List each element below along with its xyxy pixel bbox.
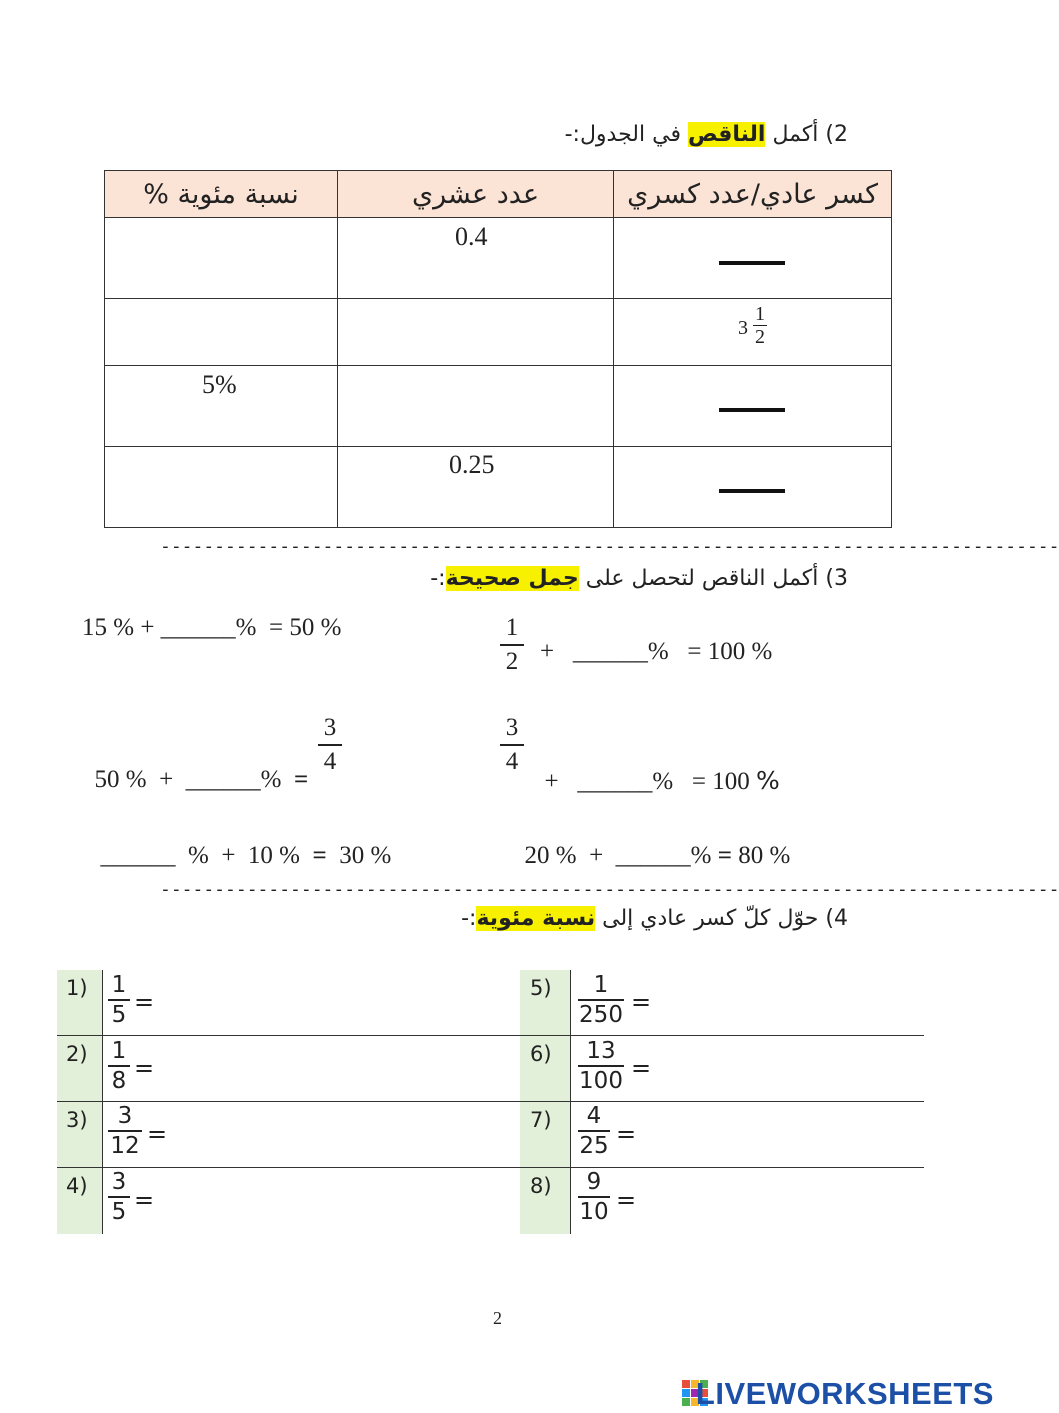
percent-cell[interactable] [105, 298, 338, 365]
decimal-cell[interactable] [338, 366, 614, 446]
table-row [105, 446, 892, 528]
table-row [105, 298, 892, 365]
equals-sign[interactable]: = [631, 988, 652, 1016]
exercise-fraction: 3 12 [108, 1103, 142, 1159]
table-header-row [105, 171, 892, 218]
equation-2[interactable]: + ______% = 100 % [540, 638, 773, 665]
fraction-cell[interactable] [614, 218, 892, 298]
equals-sign[interactable]: = [134, 1186, 155, 1214]
exercise-label: 4) [66, 1174, 88, 1198]
equals-sign[interactable]: = [134, 988, 155, 1016]
highlight-percentage: نسبة مئوية [476, 906, 596, 931]
question-2-title: 2) أكمل الناقص في الجدول:- [564, 122, 848, 147]
decimal-cell[interactable] [338, 298, 614, 365]
exercise-fraction: 3 5 [108, 1169, 130, 1225]
exercise-label: 3) [66, 1108, 88, 1132]
exercise-fraction: 13 100 [579, 1038, 623, 1094]
percent-value: 5% [202, 370, 237, 400]
mixed-num: 1 [755, 302, 765, 325]
percent-cell [105, 366, 338, 446]
table-row [105, 218, 892, 298]
fraction-cell [614, 298, 892, 365]
brand-name[interactable]: LIVEWORKSHEETS [695, 1376, 994, 1411]
separator-line: ----------------------------------------------------------------------------------- [160, 879, 1059, 900]
percent-cell[interactable] [105, 218, 338, 298]
equation-4[interactable]: + ______% = 100 % [544, 766, 780, 795]
exercise-fraction: 4 25 [579, 1103, 609, 1159]
question-4-title: 4) حوّل كلّ كسر عادي إلى نسبة مئوية:- [461, 906, 848, 931]
equation-3-fraction: 3 4 [318, 714, 342, 776]
question-3-title: 3) أكمل الناقص لتحصل على جمل صحيحة:- [430, 566, 848, 591]
highlight-missing: الناقص [687, 122, 766, 147]
exercise-label: 7) [530, 1108, 552, 1132]
equals-sign[interactable]: = [134, 1054, 155, 1082]
fraction-blank [719, 408, 785, 412]
exercise-label: 1) [66, 976, 88, 1000]
exercise-fraction: 1 5 [108, 972, 130, 1028]
table-row [105, 366, 892, 446]
fraction-blank [719, 489, 785, 493]
conversion-table [104, 170, 892, 528]
exercise-fraction: 1 8 [108, 1038, 130, 1094]
decimal-cell [338, 218, 614, 298]
equals-sign[interactable]: = [147, 1120, 168, 1148]
page-number: 2 [493, 1308, 502, 1328]
equals-sign[interactable]: = [616, 1120, 637, 1148]
equation-6[interactable]: 20 % + ______% = 80 % [524, 842, 791, 869]
exercise-label: 2) [66, 1042, 88, 1066]
fraction-cell[interactable] [614, 446, 892, 528]
highlight-correct-sentences: جمل صحيحة [445, 566, 579, 591]
equation-4-fraction: 3 4 [500, 714, 524, 776]
mixed-fraction [753, 303, 767, 348]
fraction-cell[interactable] [614, 366, 892, 446]
equation-2-fraction: 1 2 [500, 614, 524, 676]
exercise-label: 8) [530, 1174, 552, 1198]
percent-cell[interactable] [105, 446, 338, 528]
decimal-cell [338, 446, 614, 528]
mixed-whole: 3 [738, 316, 748, 339]
equation-5[interactable]: ______ % + 10 % = 30 % [100, 842, 392, 869]
equation-1[interactable]: 15 % + ______% = 50 % [82, 614, 342, 641]
decimal-value: 0.4 [455, 222, 488, 252]
equals-sign[interactable]: = [631, 1054, 652, 1082]
header-decimal: عدد عشري [338, 171, 614, 218]
mixed-den: 2 [755, 325, 765, 348]
exercise-label: 5) [530, 976, 552, 1000]
header-fraction: كسر عادي/عدد كسري [614, 171, 892, 218]
header-percent: نسبة مئوية % [105, 171, 338, 218]
equation-3[interactable]: 50 % + ______% = [94, 766, 309, 793]
equals-sign[interactable]: = [616, 1186, 637, 1214]
exercise-label: 6) [530, 1042, 552, 1066]
exercise-fraction: 9 10 [579, 1169, 609, 1225]
exercise-fraction: 1 250 [579, 972, 623, 1028]
separator-line: ----------------------------------------------------------------------------------- [160, 536, 1059, 557]
fraction-blank [719, 261, 785, 265]
decimal-value: 0.25 [449, 449, 495, 479]
